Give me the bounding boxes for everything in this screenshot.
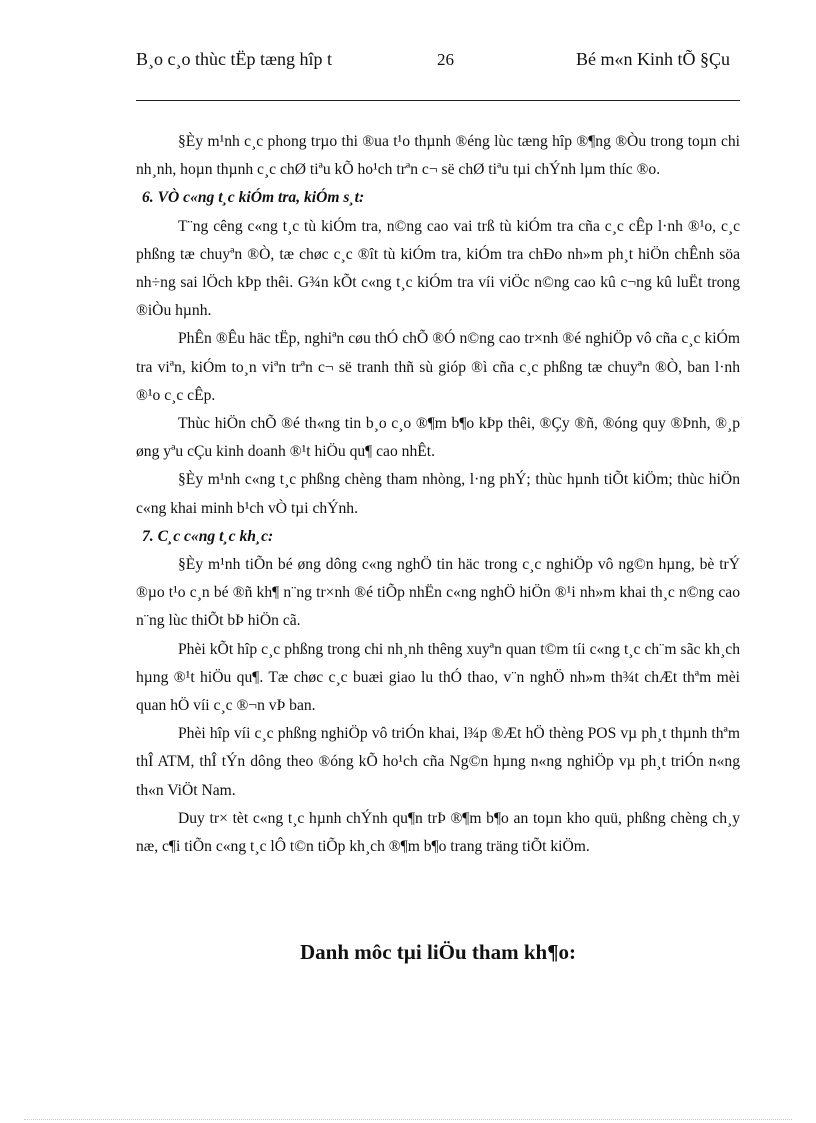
page-bottom-divider	[24, 1119, 792, 1120]
header-left-title: B¸o c¸o thùc tËp tæng hîp t	[136, 49, 332, 69]
paragraph: Phèi kÕt hîp c¸c phßng trong chi nh¸nh thêng xuyªn quan t©m tíi c«ng t¸c ch¨m sãc kh¸ch hµng ®¹t hiÖu qu¶. Tæ chøc c¸c buæi giao lu thÓ thao, v¨n nghÖ nh»m th¾t chÆt thªm mèi quan hÖ víi c¸c ®¬n vÞ ban.	[136, 640, 740, 715]
page-header	[136, 48, 740, 101]
section-heading: 6. VÒ c«ng t¸c kiÓm tra, kiÓm s¸t:	[142, 189, 365, 207]
section-heading: 7. C¸c c«ng t¸c kh¸c:	[142, 527, 274, 545]
paragraph: T¨ng cêng c«ng t¸c tù kiÓm tra, n©ng cao vai trß tù kiÓm tra cña c¸c cÊp l·nh ®¹o, c¸c phßng tæ chuyªn ®Ò, tæ chøc c¸c ®ît tù kiÓm tra, kiÓm tra chÐo nh»m ph¸t hiÖn chÊnh söa nh÷ng sai lÖch kÞp thêi. G¾n kÕt c«ng t¸c kiÓm tra víi viÖc n©ng cao kû c¬ng kû luËt trong ®iÒu hµnh.	[136, 217, 740, 320]
body-text	[136, 128, 740, 861]
paragraph: Phèi hîp víi c¸c phßng nghiÖp vô triÓn khai, l¾p ®Æt hÖ thèng POS vµ ph¸t thµnh thªm thÎ ATM, thÎ tÝn dông theo ®óng kÕ ho¹ch cña Ng©n hµng n«ng nghiÖp vµ ph¸t triÓn n«ng th«n ViÖt Nam.	[136, 725, 740, 799]
paragraph: Duy tr× tèt c«ng t¸c hµnh chÝnh qu¶n trÞ ®¶m b¶o an toµn kho quü, phßng chèng ch¸y næ, c¶i tiÕn c«ng t¸c lÔ t©n tiÕp kh¸ch ®¶m b¶o trang träng tiÕt kiÖm.	[136, 809, 740, 856]
paragraph: PhÊn ®Êu häc tËp, nghiªn cøu thÓ chÕ ®Ó n©ng cao tr×nh ®é nghiÖp vô cña c¸c kiÓm tra viªn, kiÓm to¸n viªn trªn c¬ së tranh thñ sù gióp ®ì cña c¸c phßng tæ chuyªn ®Ò, ban l·nh ®¹o c¸c cÊp.	[136, 330, 740, 404]
header-right-title: Bé m«n Kinh tÕ §Çu	[575, 49, 730, 69]
paragraph: Thùc hiÖn chÕ ®é th«ng tin b¸o c¸o ®¶m b¶o kÞp thêi, ®Çy ®ñ, ®óng quy ®Þnh, ®¸p øng yªu cÇu kinh doanh ®¹t hiÖu qu¶ cao nhÊt.	[136, 415, 740, 461]
paragraph: §Èy m¹nh tiÕn bé øng dông c«ng nghÖ tin häc trong c¸c nghiÖp vô ng©n hµng, bè trÝ ®µo t¹o c¸n bé ®ñ kh¶ n¨ng tr×nh ®é tiÕp nhËn c«ng nghÖ hiÖn ®¹i nh»m khai th¸c n©ng cao n¨ng lùc thiÕt bÞ hiÖn cã.	[136, 556, 740, 630]
paragraph: §Èy m¹nh c¸c phong trµo thi ®ua t¹o thµnh ®éng lùc tæng hîp ®¶ng ®Òu trong toµn chi nh¸nh, hoµn thµnh c¸c chØ tiªu kÕ ho¹ch trªn c¬ së chØ tiªu tµi chÝnh lµm thíc ®o.	[136, 133, 740, 179]
paragraph: §Èy m¹nh c«ng t¸c phßng chèng tham nhòng, l·ng phÝ; thùc hµnh tiÕt kiÖm; thùc hiÖn c«ng khai minh b¹ch vÒ tµi chÝnh.	[136, 471, 740, 517]
references-heading: Danh môc tµi liÖu tham kh¶o:	[299, 940, 577, 964]
page-number: 26	[437, 50, 454, 69]
